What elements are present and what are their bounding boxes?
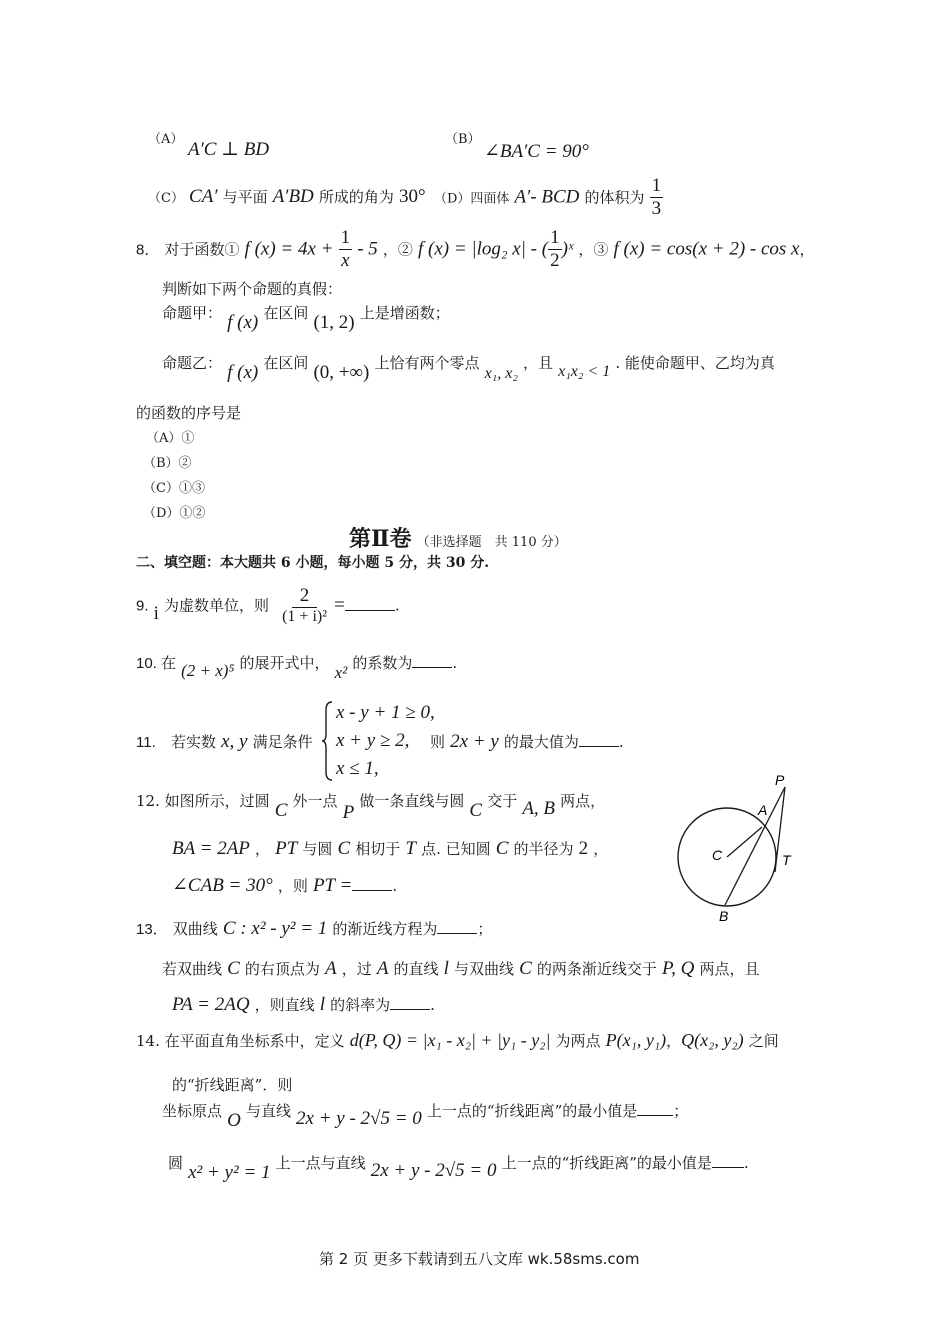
- q7-option-c: [148, 186, 426, 208]
- q10-end: .: [452, 654, 458, 672]
- q8-proposition-a: [162, 302, 450, 333]
- q12-number: 12. 如图所示，过圆: [136, 792, 270, 810]
- q9-text: 为虚数单位，则: [163, 596, 269, 615]
- q11-lead: [136, 731, 313, 753]
- q7-option-d-text: 的体积为: [584, 188, 645, 207]
- q10-var: x²: [334, 663, 348, 682]
- q8-option-d: （D）①②: [143, 506, 206, 521]
- q10-text-1: 的展开式中，: [239, 654, 330, 672]
- q14-t3: 之间: [748, 1032, 779, 1050]
- q9-fraction: [280, 586, 329, 626]
- q8-prop-b-vars: x₁, x₂: [484, 365, 518, 382]
- q14-t4: 坐标原点: [162, 1102, 223, 1120]
- q9-var: i: [153, 602, 159, 624]
- q8-f1-a: f (x) = 4x +: [244, 238, 334, 260]
- figure-label-t: T: [782, 852, 791, 868]
- q13-a2: A: [376, 958, 389, 979]
- q13-answer-blank-1[interactable]: [437, 933, 477, 934]
- q8-number: 8．: [136, 241, 160, 259]
- q8-f3: f (x) = cos(x + 2) - cos x: [613, 238, 800, 260]
- q10-text-2: 的系数为: [352, 654, 413, 672]
- fraction-numerator: 1: [550, 227, 560, 248]
- q12-pt2: PT =: [312, 875, 353, 896]
- q11-number: 11.: [136, 734, 156, 751]
- q14-t8: 上一点与直线: [275, 1154, 366, 1172]
- q7-option-c-label: （C）: [148, 191, 184, 206]
- q12-t2: 做一条直线与圆: [359, 792, 465, 810]
- q13-t8: 的两条渐近线交于: [536, 960, 657, 978]
- q11-constraint-1: x - y + 1 ≥ 0,: [336, 702, 435, 723]
- q13-t10: ，则直线: [254, 996, 315, 1014]
- q8-prop-b-label: 命题乙：: [162, 354, 223, 372]
- q7-option-d-math: A′- BCD: [514, 186, 580, 208]
- q7-option-b-label: （B）: [445, 132, 481, 147]
- q14-circle: x² + y² = 1: [188, 1162, 271, 1183]
- q8-prop-a-label: 命题甲：: [162, 304, 223, 322]
- q12-c2: C: [469, 800, 483, 821]
- q14-t9: 上一点的“折线距离”的最小值是: [501, 1154, 712, 1172]
- q12-t4: 两点，: [560, 792, 606, 810]
- q14-t2: ，: [666, 1032, 682, 1050]
- q8-prop-b-mid-2: 上恰有两个零点: [374, 354, 480, 372]
- q10-answer-blank[interactable]: [412, 667, 452, 668]
- section-heading-fill-in: 二、填空题：本大题共 6 小题，每小题 5 分，共 30 分.: [136, 555, 490, 571]
- q12-c4: C: [495, 838, 509, 859]
- q12-c1: C: [274, 800, 288, 821]
- q8-proposition-b: [162, 352, 775, 383]
- q12-t9: 的半径为: [513, 840, 574, 858]
- q13-a: A: [325, 958, 337, 979]
- q12-t3: 交于: [487, 792, 518, 810]
- q8-prop-b-interval: (0, +∞): [313, 362, 370, 383]
- q7-option-d-label: （D）四面体: [434, 191, 510, 207]
- q8-f1-fraction: [339, 228, 353, 272]
- q12-t5: ，: [255, 840, 271, 858]
- q11-constraint-3: x ≤ 1,: [336, 758, 379, 779]
- q12-ab: A, B: [522, 798, 556, 819]
- q9-answer-blank[interactable]: [345, 610, 395, 611]
- q12-t10: ，: [593, 840, 609, 858]
- q7-option-d-fraction: [650, 176, 664, 220]
- q13-pq: P, Q: [662, 958, 695, 979]
- q8-prop-a-f: f (x): [227, 312, 259, 333]
- figure-label-c: C: [712, 847, 723, 863]
- q12-t8: 点. 已知圆: [421, 840, 491, 858]
- q7-option-a-label: （A）: [148, 132, 184, 147]
- q8-end: ，: [799, 240, 815, 259]
- q7-option-c-text-2: 所成的角为: [318, 188, 394, 206]
- q12-c3: C: [337, 838, 351, 859]
- part-two-heading: [349, 522, 567, 553]
- q14-q: Q(x₂, y₂): [681, 1030, 744, 1050]
- q12-pt: PT: [275, 838, 298, 859]
- q8-lead: 对于函数①: [164, 240, 240, 259]
- q13-line-3: [172, 994, 435, 1016]
- q13-c: C: [227, 958, 240, 979]
- q8-mid-1: ，②: [382, 240, 413, 259]
- q14-line-4: [168, 1152, 749, 1183]
- q14-end-2: .: [743, 1154, 749, 1172]
- part-two-subtitle: （非选择题 共 110 分）: [416, 535, 567, 550]
- q13-eq: C : x² - y² = 1: [222, 918, 328, 939]
- q8-line-2: 判断如下两个命题的真假：: [162, 280, 343, 298]
- q13-t3: 若双曲线: [162, 960, 223, 978]
- q14-answer-blank-2[interactable]: [712, 1167, 744, 1168]
- q9-end: .: [394, 596, 400, 615]
- q13-line-2: [162, 958, 760, 980]
- q8-f2: f (x) = |log₂ x| - (: [417, 238, 549, 260]
- q14-line-1: [136, 1030, 779, 1051]
- q13-t4: 的右顶点为: [244, 960, 320, 978]
- q13-end-1: ；: [477, 920, 493, 938]
- q8-prop-a-mid: 在区间: [263, 304, 309, 322]
- q13-number: 13．: [136, 921, 168, 938]
- q8-prop-a-end: 上是增函数；: [359, 304, 450, 322]
- fraction-denominator: x: [341, 249, 350, 271]
- q8-f2-tail: )ˣ: [561, 238, 574, 260]
- q14-def: d(P, Q) = |x₁ - x₂| + |y₁ - y₂|: [349, 1030, 551, 1050]
- q8-f1-b: - 5: [357, 238, 378, 260]
- q13-c2: C: [519, 958, 532, 979]
- fraction-numerator: 1: [340, 227, 351, 248]
- q11-constraint-2: x + y ≥ 2,: [336, 730, 410, 751]
- q9-number: 9.: [136, 597, 149, 615]
- q11-tail: [430, 731, 624, 753]
- q13-l2: l: [319, 994, 326, 1015]
- q14-t1: 为两点: [555, 1032, 601, 1050]
- q13-t7: 与双曲线: [454, 960, 515, 978]
- q13-t5: ，过: [341, 960, 372, 978]
- q7-option-b-text: ∠BA′C = 90°: [484, 141, 589, 162]
- q12-eq1: BA = 2AP: [172, 838, 250, 859]
- q12-radius: 2: [578, 838, 589, 859]
- q13-t2: 的渐近线方程为: [332, 920, 438, 938]
- q12-figure: [670, 765, 810, 925]
- figure-label-p: P: [775, 772, 785, 788]
- q13-answer-blank-2[interactable]: [390, 1009, 430, 1010]
- q11-brace: [320, 700, 334, 782]
- q7-option-c-math-1: CA′: [189, 186, 218, 207]
- q14-p: P(x₁, y₁): [605, 1030, 667, 1050]
- q11-text-4: 的最大值为: [503, 733, 579, 751]
- q13-end-2: .: [430, 996, 435, 1014]
- q11-vars: x, y: [221, 731, 248, 752]
- q14-o: O: [227, 1110, 241, 1131]
- q11-answer-blank[interactable]: [579, 746, 619, 747]
- q8-option-a: （A）①: [146, 431, 195, 446]
- q12-line-3: [172, 874, 397, 897]
- q14-t5: 与直线: [245, 1102, 291, 1120]
- figure-secant-line: [725, 787, 785, 905]
- figure-label-b: B: [719, 908, 729, 924]
- q14-line-eq: 2x + y - 2√5 = 0: [296, 1108, 422, 1129]
- q14-answer-blank-1[interactable]: [637, 1115, 673, 1116]
- q14-end-1: ；: [673, 1102, 689, 1120]
- q12-t1: 外一点: [292, 792, 338, 810]
- q12-t6: 与圆: [302, 840, 333, 858]
- q12-t-point: T: [405, 838, 416, 859]
- q13-l: l: [443, 958, 449, 979]
- q13-eq2: PA = 2AQ: [172, 994, 250, 1015]
- fraction-numerator: 2: [292, 586, 318, 608]
- fraction-denominator: 3: [651, 197, 662, 219]
- q11-end: .: [618, 733, 624, 751]
- q8-f2-fraction: [548, 228, 562, 272]
- q14-t7: 圆: [168, 1154, 184, 1172]
- q9-eq: =: [334, 594, 345, 616]
- q13-line-1: [136, 918, 492, 940]
- q12-t7: 相切于: [355, 840, 401, 858]
- q12-t11: ，则: [277, 877, 308, 895]
- fraction-numerator: 1: [651, 175, 662, 196]
- q8-prop-b-mid: 在区间: [263, 354, 309, 372]
- q14-line-eq-2: 2x + y - 2√5 = 0: [370, 1160, 497, 1181]
- q7-option-c-text-1: 与平面: [222, 188, 268, 206]
- q9: [136, 586, 400, 626]
- q12-line-1: [136, 790, 606, 823]
- q12-angle: ∠CAB = 30°: [172, 875, 273, 896]
- q10-number: 10. 在: [136, 655, 177, 672]
- q8-prop-b-mid-3: ，且: [522, 354, 553, 372]
- q11-expr: 2x + y: [450, 731, 499, 752]
- fraction-denominator: 2: [550, 249, 560, 271]
- q12-answer-blank[interactable]: [352, 890, 392, 891]
- q13-t6: 的直线: [393, 960, 439, 978]
- part-two-title: 第Ⅱ卷: [349, 526, 412, 552]
- q11-text-1: 若实数: [171, 733, 217, 751]
- q13-t1: 双曲线: [172, 920, 218, 938]
- q14-line-3: [162, 1100, 689, 1131]
- fraction-denominator: (1 + i)²: [282, 607, 328, 625]
- q13-t11: 的斜率为: [330, 996, 391, 1014]
- q14-number: 14. 在平面直角坐标系中，定义: [136, 1032, 345, 1050]
- page-footer: 第 2 页 更多下载请到五八文库 wk.58sms.com: [319, 1250, 640, 1268]
- q12-line-2: [172, 838, 608, 860]
- figure-label-a: A: [758, 802, 768, 818]
- q14-line-2: 的“折线距离”．则: [172, 1076, 293, 1094]
- q8-prop-a-interval: (1, 2): [313, 312, 355, 333]
- q8-prop-b-end: . 能使命题甲、乙均为真: [615, 354, 775, 372]
- q11-text-3: 则: [430, 733, 446, 751]
- q10: [136, 652, 458, 682]
- q8-option-b: （B）②: [143, 456, 192, 471]
- q7-option-d: [434, 176, 663, 220]
- q8-prop-b-cond: x₁x₂ < 1: [558, 363, 611, 380]
- q13-t9: 两点，且: [699, 960, 760, 978]
- q7-option-c-math-2: A′BD: [272, 186, 314, 207]
- q8-line-end: 的函数的序号是: [136, 404, 242, 422]
- q12-p: P: [342, 802, 355, 823]
- q11-text-2: 满足条件: [252, 733, 313, 751]
- q7-option-a-text: A′C ⊥ BD: [188, 139, 270, 160]
- q10-expr: (2 + x)⁵: [181, 661, 235, 680]
- q7-option-c-math-3: 30°: [398, 186, 426, 207]
- q14-t6: 上一点的“折线距离”的最小值是: [426, 1102, 638, 1120]
- q8-mid-2: ，③: [578, 240, 609, 259]
- q8-line-1: [136, 228, 815, 272]
- q12-end: .: [392, 877, 398, 895]
- q8-prop-b-f: f (x): [227, 362, 259, 383]
- q8-option-c: （C）①③: [143, 481, 205, 496]
